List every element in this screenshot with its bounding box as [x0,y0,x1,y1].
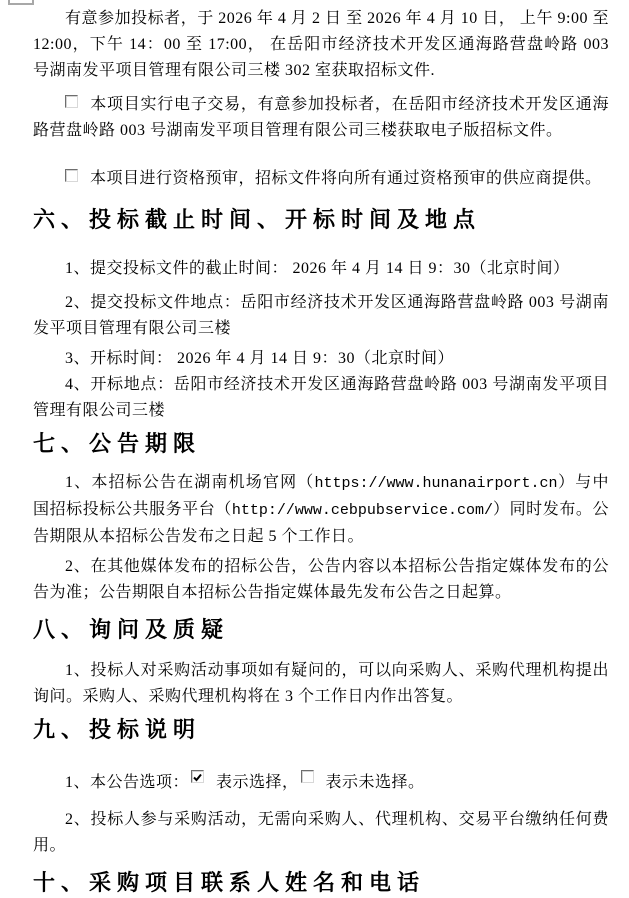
section8-heading: 八、询问及质疑 [33,618,230,643]
legend-prefix: 1、本公告选项： [65,774,190,791]
checked-checkbox-icon [191,770,204,783]
publication-text-middle: ）与中国招标投标公共服务平台（ [33,474,609,518]
legend-checked-meaning: 表示选择， [216,774,299,791]
option-electronic-trading [33,92,609,144]
publication-text-suffix: ）同时发布。公告期限从本招标公告发布之日起 5 个工作日。 [33,501,609,545]
publication-text-prefix: 1、本招标公告在湖南机场官网（ [65,474,315,491]
truncated-checkbox-fragment [8,0,34,5]
section10-heading: 十、采购项目联系人姓名和电话 [33,871,426,896]
section9-item-no-fees: 2、投标人参与采购活动，无需向采购人、代理机构、交易平台缴纳任何费用。 [33,811,609,854]
section9-item-legend [33,770,609,796]
unchecked-checkbox-icon [301,770,314,783]
section7-heading: 七、公告期限 [33,432,202,457]
section6-item-opening-time: 3、开标时间： 2026 年 4 月 14 日 9：30（北京时间） [65,350,455,367]
section8-item-inquiry: 1、投标人对采购活动事项如有疑问的，可以向采购人、采购代理机构提出询问。采购人、采购代理机构将在 3 个工作日内作出答复。 [33,662,609,705]
checkbox-electronic-trading[interactable] [65,95,78,108]
section6-item-opening-place: 4、开标地点：岳阳市经济技术开发区通海路营盘岭路 003 号湖南发平项目管理有限公司三楼 [33,376,609,419]
url-hunanairport: https://www.hunanairport.cn [314,475,558,492]
section6-item-submission-place: 2、提交投标文件地点：岳阳市经济技术开发区通海路营盘岭路 003 号湖南发平项目管理有限公司三楼 [33,294,609,337]
paragraph-bid-document-acquisition: 有意参加投标者，于 2026 年 4 月 2 日 至 2026 年 4 月 10 日， 上午 9:00 至 12:00，下午 14：00 至 17:00， 在岳阳市经济技术开发区通海路营盘岭路 003 号湖南发平项目管理有限公司三楼 302 室获取招标文件. [33,10,609,79]
checkbox-prequalification[interactable] [65,169,78,182]
section7-item-other-media: 2、在其他媒体发布的招标公告，公告内容以本招标公告指定媒体发布的公告为准；公告期限自本招标公告指定媒体最先发布公告之日起算。 [33,558,609,601]
url-cebpubservice: http://www.cebpubservice.com/ [231,502,493,519]
option-prequalification [33,166,609,192]
section9-heading: 九、投标说明 [33,718,202,743]
section7-item-publication [33,470,609,550]
option-prequalification-label: 本项目进行资格预审，招标文件将向所有通过资格预审的供应商提供。 [90,170,602,187]
section6-item-deadline: 1、提交投标文件的截止时间： 2026 年 4 月 14 日 9：30（北京时间） [65,260,570,277]
option-electronic-trading-label: 本项目实行电子交易，有意参加投标者，在岳阳市经济技术开发区通海路营盘岭路 003 号湖南发平项目管理有限公司三楼获取电子版招标文件。 [33,96,609,139]
legend-unchecked-meaning: 表示未选择。 [325,774,425,791]
section6-heading: 六、投标截止时间、开标时间及地点 [33,208,482,233]
